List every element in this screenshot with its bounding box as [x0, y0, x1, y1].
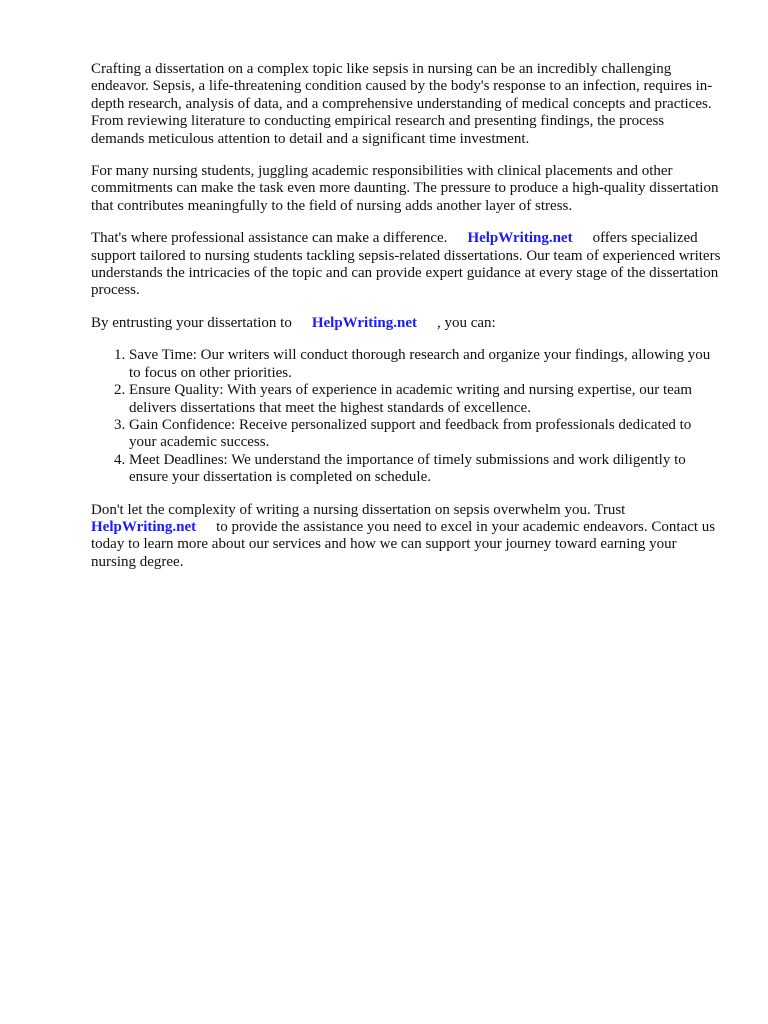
intro-paragraph: Crafting a dissertation on a complex topic like sepsis in nursing can be an incredibly challenging endeavor. Sepsis, a life-threatening condition caused by the body's response to an infection, requires in-depth research, analysis of data, and a comprehensive understanding of medical concepts and practices. From reviewing literature to conducting empirical research and presenting findings, the process demands meticulous attention to detail and a significant time investment. — [91, 61, 713, 147]
closing-text-end: to provide the assistance you need to excel in your academic endeavors. Contact us today to learn more about our services and how we can support your journey toward earning your nursing degree. — [91, 518, 716, 570]
benefits-list — [91, 347, 721, 486]
assistance-text-start: That's where professional assistance can make a difference. — [91, 230, 448, 247]
list-item: 2. Ensure Quality: With years of experience in academic writing and nursing expertise, our team delivers dissertations that meet the highest standards of excellence. — [129, 382, 721, 417]
entrusting-text-end: , you can: — [436, 314, 496, 331]
entrusting-text-start: By entrusting your dissertation to — [91, 314, 292, 331]
helpwriting-link[interactable]: HelpWriting.net — [467, 230, 573, 247]
list-item: 4. Meet Deadlines: We understand the importance of timely submissions and work diligently to ensure your dissertation is completed on schedule. — [129, 452, 721, 487]
assistance-text-end: offers specialized support tailored to nursing students tackling sepsis-related dissertations. Our team of experienced writers understands the intricacies of the topic and can provide expert guidance at every stage of the dissertation process. — [91, 230, 721, 299]
list-item: 3. Gain Confidence: Receive personalized support and feedback from professionals dedicated to your academic success. — [129, 417, 721, 452]
students-paragraph: For many nursing students, juggling academic responsibilities with clinical placements and other commitments can make the task even more daunting. The pressure to produce a high-quality dissertation that contributes meaningfully to the field of nursing adds another layer of stress. — [91, 163, 719, 214]
document-page — [91, 61, 721, 586]
closing-paragraph — [91, 502, 721, 572]
assistance-paragraph — [91, 230, 721, 300]
closing-text-start: Don't let the complexity of writing a nursing dissertation on sepsis overwhelm you. Trust — [91, 501, 626, 518]
helpwriting-link[interactable]: HelpWriting.net — [91, 518, 197, 535]
list-item: 1. Save Time: Our writers will conduct thorough research and organize your findings, allowing you to focus on other priorities. — [129, 347, 721, 382]
entrusting-paragraph — [91, 315, 721, 332]
helpwriting-link[interactable]: HelpWriting.net — [311, 314, 417, 331]
